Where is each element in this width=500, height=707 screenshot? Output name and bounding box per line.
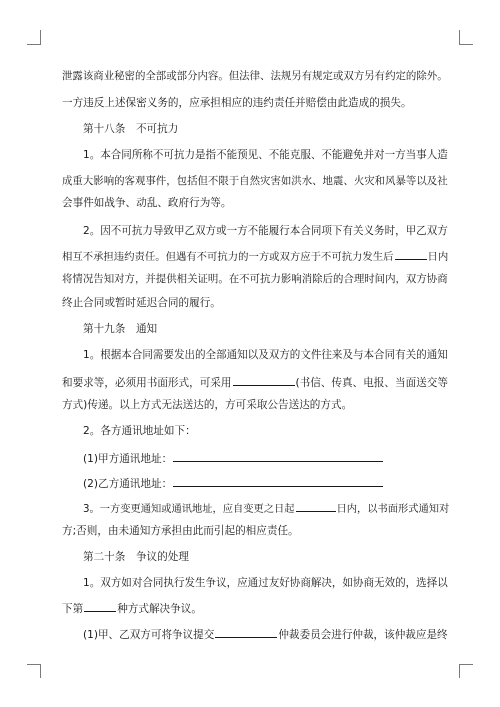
text-line: 下第 种方式解决争议。 bbox=[0, 600, 500, 616]
fill-in-blank-notice-days[interactable] bbox=[296, 500, 336, 512]
text-line: 方式)传递。以上方式无法送达的，方可采取公告送达的方式。 bbox=[62, 399, 353, 411]
fill-in-blank-party-a-address[interactable] bbox=[173, 450, 383, 462]
article-heading: 第十八条 不可抗力 bbox=[83, 123, 179, 135]
crop-mark-bottom-left-h bbox=[27, 664, 41, 665]
text-line: 1。本合同所称不可抗力是指不能预见、不能克服、不能避免并对一方当事人造 bbox=[83, 149, 448, 161]
text-line: 1。双方如对合同执行发生争议，应通过友好协商解决，如协商无效的，选择以 bbox=[83, 577, 448, 589]
crop-mark-bottom-right-h bbox=[459, 664, 473, 665]
text-line: 终止合同或暂时延迟合同的履行。 bbox=[62, 297, 221, 309]
crop-mark-top-left-h bbox=[27, 44, 41, 45]
crop-mark-bottom-right bbox=[459, 664, 460, 678]
text-line: 和要求等，必须用书面形式，可采用 (书信、传真、电报、当面送交等 bbox=[0, 374, 500, 390]
text-line: 1。根据本合同需要发出的全部通知以及双方的文件往来及与本合同有关的通知 bbox=[83, 349, 448, 361]
crop-mark-top-left bbox=[40, 30, 41, 44]
text-line: 2。因不可抗力导致甲乙双方或一方不能履行本合同项下有关义务时，甲乙双方 bbox=[83, 225, 448, 237]
text-line: 会事件如战争、动乱、政府行为等。 bbox=[62, 197, 232, 209]
article-heading: 第二十条 争议的处理 bbox=[83, 551, 189, 563]
text-line: 一方违反上述保密义务的，应承担相应的违约责任并赔偿由此造成的损失。 bbox=[62, 97, 412, 109]
fill-in-blank-method[interactable] bbox=[233, 374, 295, 386]
fill-in-blank-days[interactable] bbox=[395, 248, 427, 260]
text-line: 成重大影响的客观事件，包括但不限于自然灾害如洪水、地震、火灾和风暴等以及社 bbox=[62, 175, 448, 187]
text-line: (1)甲、乙双方可将争议提交 仲裁委员会进行仲裁，该仲裁应是终 bbox=[0, 626, 500, 642]
text-line: 3。一方变更通知或通讯地址，应自变更之日起 日内，以书面形式通知对 bbox=[0, 500, 500, 516]
crop-mark-top-right-h bbox=[459, 44, 473, 45]
article-heading: 第十九条 通知 bbox=[83, 323, 158, 335]
fill-in-blank-arbitration-committee[interactable] bbox=[215, 626, 277, 638]
fill-in-blank-option-number[interactable] bbox=[84, 600, 116, 612]
text-line: 将情况告知对方，并提供相关证明。在不可抗力影响消除后的合理时间内，双方协商 bbox=[62, 273, 448, 285]
crop-mark-bottom-left bbox=[40, 664, 41, 678]
fill-in-blank-party-b-address[interactable] bbox=[173, 475, 383, 487]
text-line: 泄露该商业秘密的全部或部分内容。但法律、法规另有规定或双方另有约定的除外。 bbox=[62, 70, 448, 82]
text-line: 相互不承担违约责任。但遇有不可抗力的一方或双方应于不可抗力发生后 日内 bbox=[0, 248, 500, 264]
text-line: 方;否则，由未通知方承担由此而引起的相应责任。 bbox=[62, 525, 299, 537]
text-line: 2。各方通讯地址如下： bbox=[83, 425, 196, 437]
crop-mark-top-right bbox=[459, 30, 460, 44]
text-line: (1)甲方通讯地址： bbox=[0, 450, 500, 466]
text-line: (2)乙方通讯地址： bbox=[0, 475, 500, 491]
